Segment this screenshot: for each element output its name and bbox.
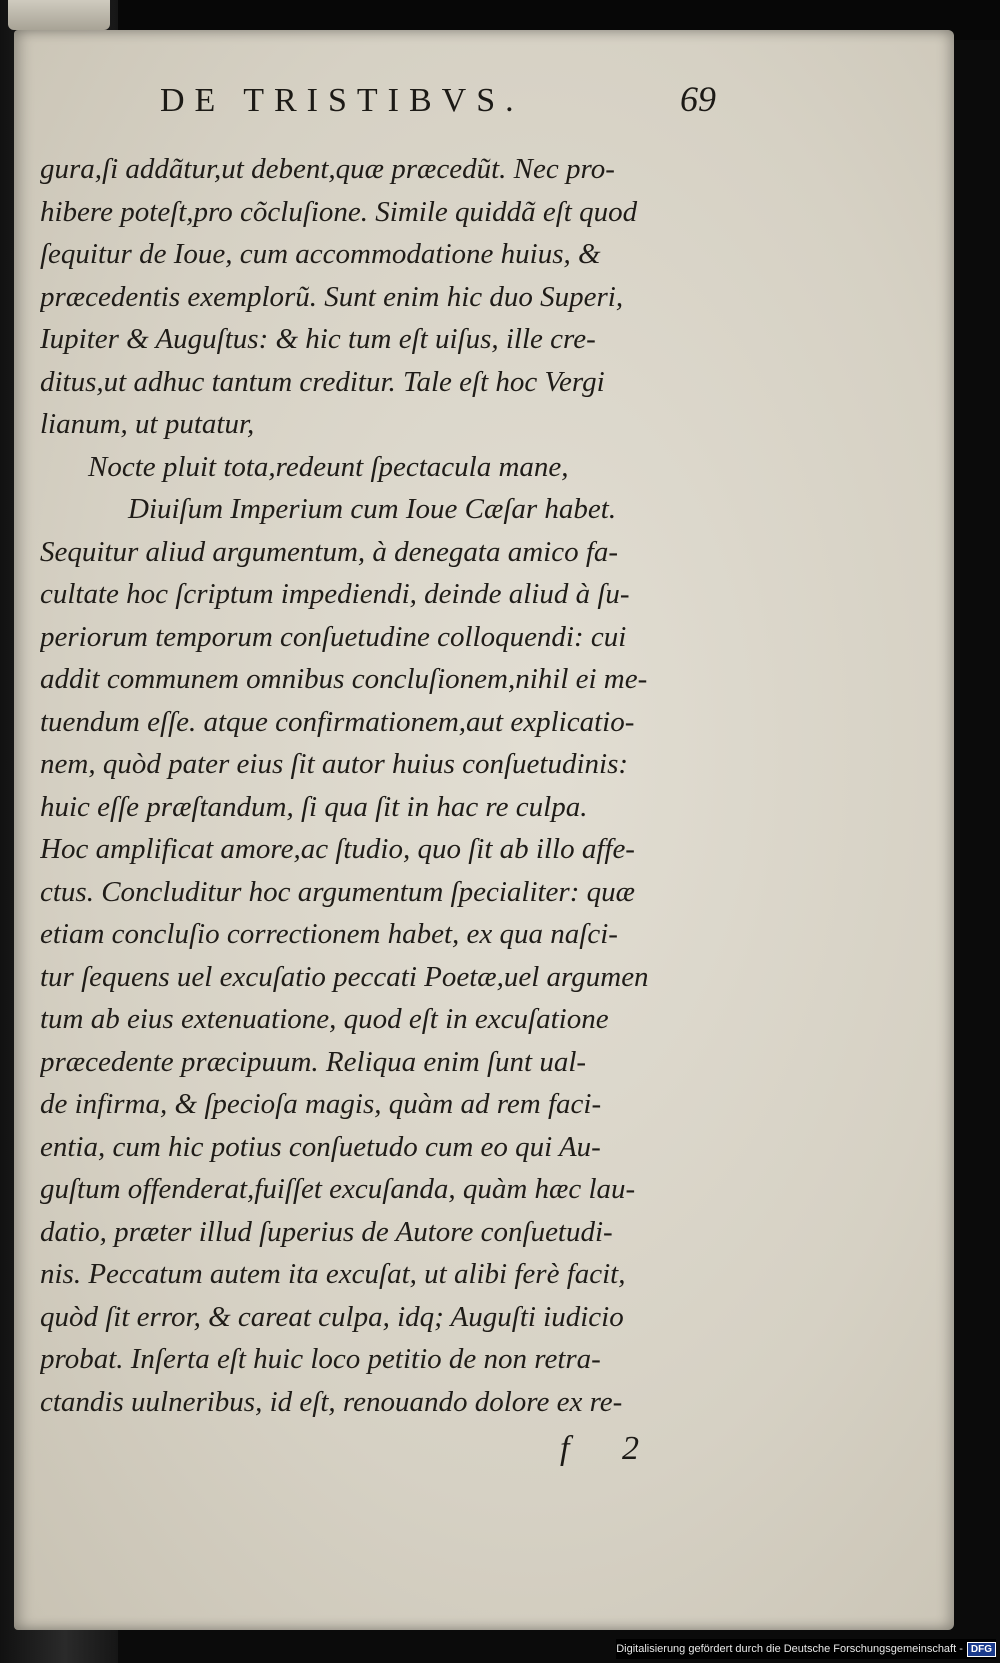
body-text bbox=[40, 148, 740, 1423]
text-line: ſequitur de Ioue, cum accommodatione huius, & bbox=[40, 238, 601, 270]
text-line: Iupiter & Auguſtus: & hic tum eſt uiſus, ille cre- bbox=[40, 323, 596, 355]
text-line: huic eſſe præſtandum, ſi qua ſit in hac re culpa. bbox=[40, 790, 588, 823]
text-line: ctandis uulneribus, id eſt, renouando dolore ex re- bbox=[40, 1385, 623, 1418]
verse-line: Diuiſum Imperium cum Ioue Cæſar habet. bbox=[128, 493, 617, 525]
text-line: nem, quòd pater eius ſit autor huius conſuetudinis: bbox=[40, 748, 629, 780]
verse-line: Nocte pluit tota,redeunt ſpectacula mane, bbox=[88, 450, 569, 483]
text-line: præcedentis exemplorũ. Sunt enim hic duo Superi, bbox=[40, 280, 624, 313]
text-line: guſtum offenderat,fuiſſet excuſanda, quàm hæc lau- bbox=[40, 1173, 636, 1205]
text-line: ctus. Concluditur hoc argumentum ſpecialiter: quæ bbox=[40, 875, 635, 908]
running-header: DE TRISTIBVS. bbox=[160, 82, 524, 119]
digitization-footer bbox=[616, 1639, 996, 1659]
text-line: Hoc amplificat amore,ac ſtudio, quo ſit ab illo affe- bbox=[40, 833, 635, 865]
text-line: lianum, ut putatur, bbox=[40, 408, 255, 440]
text-line: addit communem omnibus concluſionem,nihil ei me- bbox=[40, 663, 648, 695]
text-line: gura,ſi addãtur,ut debent,quæ præcedũt. Nec pro- bbox=[40, 153, 615, 185]
text-line: de infirma, & ſpecioſa magis, quàm ad rem faci- bbox=[40, 1088, 602, 1120]
text-line: nis. Peccatum autem ita excuſat, ut alibi ferè facit, bbox=[40, 1258, 626, 1290]
text-line: tur ſequens uel excuſatio peccati Poetæ,uel argumen bbox=[40, 960, 649, 993]
text-line: tum ab eius extenuatione, quod eſt in excuſatione bbox=[40, 1003, 609, 1035]
spine-tab bbox=[8, 0, 110, 30]
text-line: ditus,ut adhuc tantum creditur. Tale eſt hoc Vergi bbox=[40, 365, 605, 398]
text-line: periorum temporum conſuetudine colloquendi: cui bbox=[40, 620, 627, 653]
text-line: Sequitur aliud argumentum, à denegata amico fa- bbox=[40, 535, 619, 568]
signature-mark: f 2 bbox=[560, 1430, 661, 1467]
page-number: 69 bbox=[680, 79, 716, 119]
text-line: hibere poteſt,pro cõcluſione. Simile quiddã eſt quod bbox=[40, 195, 638, 228]
dfg-logo-icon: DFG bbox=[967, 1642, 996, 1657]
text-line: datio, præter illud ſuperius de Autore conſuetudi- bbox=[40, 1215, 613, 1248]
text-line: quòd ſit error, & careat culpa, idq; Auguſti iudicio bbox=[40, 1300, 624, 1333]
text-line: etiam concluſio correctionem habet, ex qua naſci- bbox=[40, 918, 618, 950]
footer-text: Digitalisierung gefördert durch die Deutsche Forschungsgemeinschaft - bbox=[616, 1643, 963, 1655]
text-line: tuendum eſſe. atque confirmationem,aut explicatio- bbox=[40, 705, 635, 738]
text-line: præcedente præcipuum. Reliqua enim ſunt ual- bbox=[40, 1045, 587, 1078]
text-line: entia, cum hic potius conſuetudo cum eo qui Au- bbox=[40, 1130, 601, 1163]
text-line: cultate hoc ſcriptum impediendi, deinde aliud à ſu- bbox=[40, 578, 630, 610]
text-line: probat. Inſerta eſt huic loco petitio de non retra- bbox=[40, 1343, 601, 1375]
